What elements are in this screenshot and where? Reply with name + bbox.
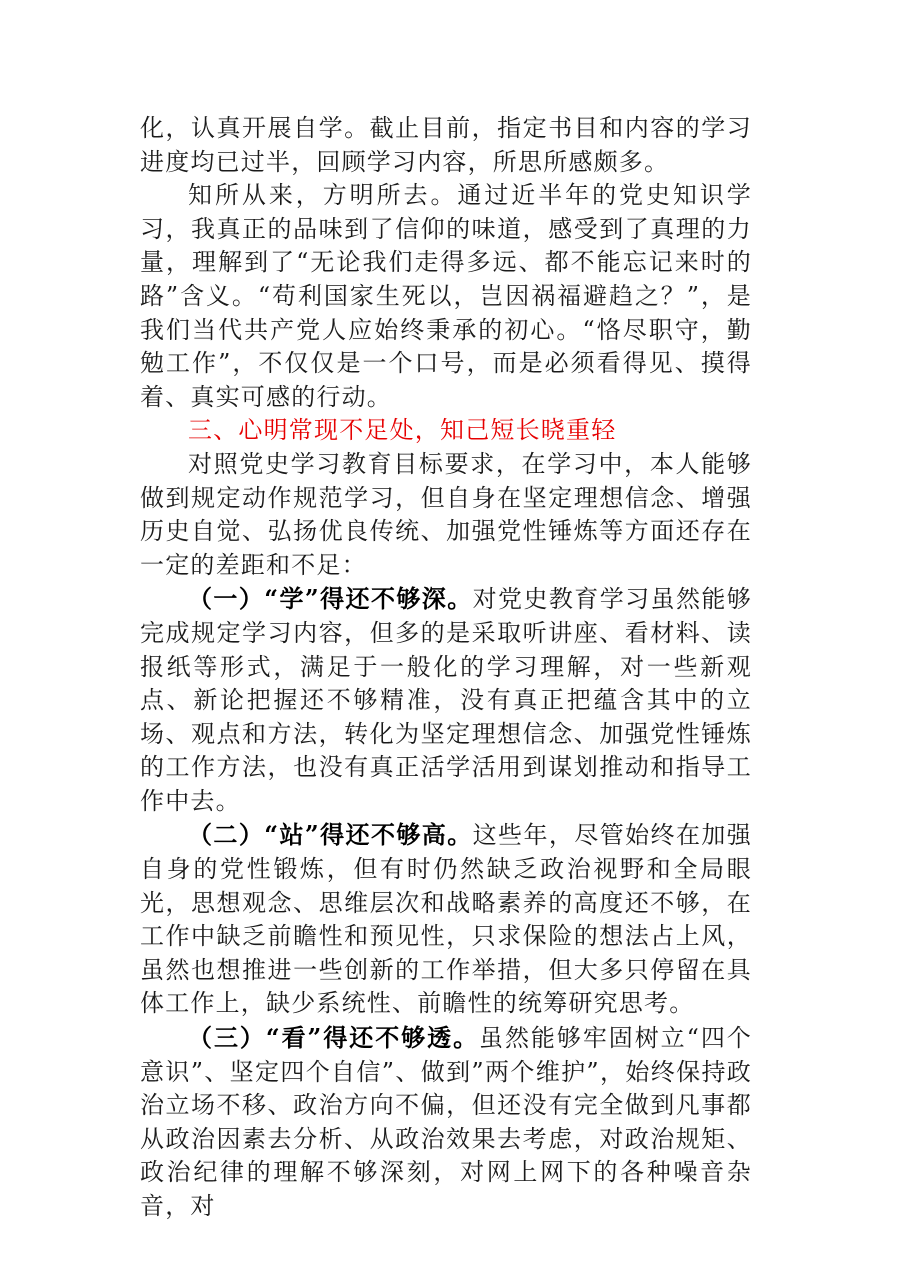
- point-lead: （三）“看”得还不够透。: [188, 1023, 480, 1053]
- paragraph-text: 对照党史学习教育目标要求，在学习中，本人能够做到规定动作规范学习，但自身在坚定理想信念、增强历史自觉、弘扬优良传统、加强党性锤炼等方面还存在一定的差距和不足：: [140, 449, 752, 579]
- paragraph-point-one: [140, 582, 752, 818]
- paragraph-point-three: [140, 1021, 752, 1224]
- point-lead: （一）“学”得还不够深。: [188, 584, 473, 614]
- paragraph-text: 化，认真开展自学。截止目前，指定书目和内容的学习进度均已过半，回顾学习内容，所思所感颇多。: [140, 114, 752, 176]
- document-body: [140, 112, 752, 1224]
- paragraph-continuation: [140, 112, 752, 179]
- paragraph-text: 虽然能够牢固树立“四个意识”、坚定四个自信”、做到”两个维护”，始终保持政治立场不移、政治方向不偏，但还没有完全做到凡事都从政治因素去分析、从政治效果去考虑，对政治规矩、政治纪律的理解不够深刻，对网上网下的各种噪音杂音，对: [140, 1024, 753, 1220]
- point-lead: （二）“站”得还不够高。: [188, 820, 473, 850]
- paragraph-intro: [140, 448, 752, 582]
- paragraph-reflection: [140, 179, 752, 414]
- section-heading: 三、心明常现不足处，知己短长晓重轻: [188, 416, 617, 445]
- paragraph-text: 这些年，尽管始终在加强自身的党性锻炼，但有时仍然缺乏政治视野和全局眼光，思想观念、思维层次和战略素养的高度还不够，在工作中缺乏前瞻性和预见性，只求保险的想法占上风，虽然也想推进一些创新的工作举措，但大多只停留在具体工作上，缺少系统性、前瞻性的统筹研究思考。: [140, 821, 752, 1018]
- paragraph-text: 对党史教育学习虽然能够完成规定学习内容，但多的是采取听讲座、看材料、读报纸等形式，满足于一般化的学习理解，对一些新观点、新论把握还不够精准，没有真正把蕴含其中的立场、观点和方法，转化为坚定理想信念、加强党性锤炼的工作方法，也没有真正活学活用到谋划推动和指导工作中去。: [140, 585, 752, 815]
- paragraph-point-two: [140, 818, 752, 1021]
- paragraph-text: 知所从来，方明所去。通过近半年的党史知识学习，我真正的品味到了信仰的味道，感受到了真理的力量，理解到了“无论我们走得多远、都不能忘记来时的路”含义。“苟利国家生死以，岂因祸福避趋之？”，是我们当代共产党人应始终秉承的初心。“恪尽职守，勤勉工作”，不仅仅是一个口号，而是必须看得见、摸得着、真实可感的行动。: [140, 181, 752, 411]
